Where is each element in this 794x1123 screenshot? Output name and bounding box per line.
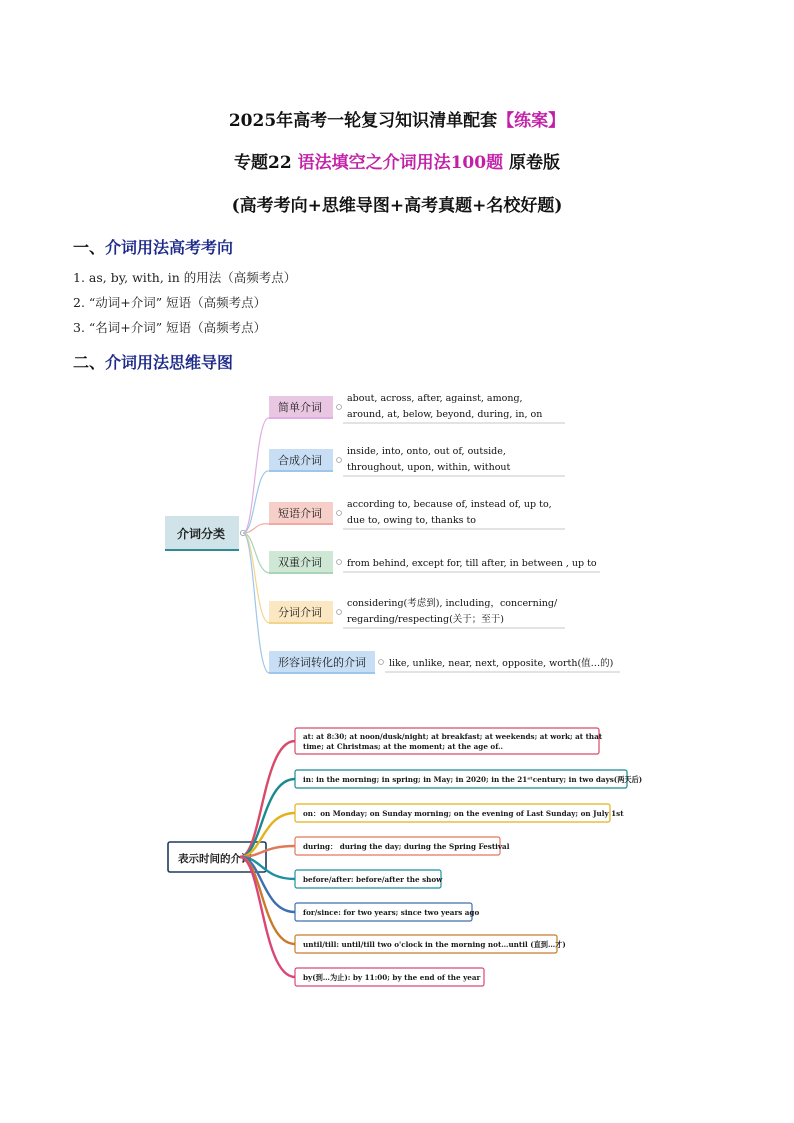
section2-num: 二、 — [73, 353, 106, 372]
title-prefix: 2025年高考一轮复习知识清单配套 — [228, 111, 498, 131]
mindmap1-leaf-line2: around, at, below, beyond, during, in, on — [347, 409, 543, 420]
mindmap1-leaf-line1: according to, because of, instead of, up to, — [347, 499, 552, 510]
title-highlight: 【练案】 — [497, 111, 566, 131]
mindmap2-branch-line1: for/since: for two years; since two years ago — [303, 908, 480, 917]
mindmap1-leaf-line2: throughout, upon, within, without — [347, 462, 511, 473]
section1-item-3: 3. “名词+介词” 短语（高频考点） — [73, 320, 267, 335]
mindmap2-connector — [240, 741, 295, 857]
mindmap2-branch-line1: until/till: until/till two o'clock in the morning not…until (直到…才) — [303, 940, 566, 949]
mindmap2-branch-line1: before/after: before/after the show — [303, 875, 443, 884]
section1-num: 一、 — [73, 238, 106, 257]
mindmap2-branch-line1: on：on Monday; on Sunday morning; on the evening of Last Sunday; on July 1st — [303, 809, 624, 818]
mindmap1-collapse-icon — [337, 458, 342, 463]
mindmap1-collapse-icon — [337, 511, 342, 516]
mindmap1-leaf-line1: like, unlike, near, next, opposite, worth(值…的) — [389, 658, 614, 669]
mindmap2-branch-line1: in: in the morning; in spring; in May; in 2020; in the 21ˢᵗcentury; in two days(两天后) — [303, 775, 643, 784]
mindmap1-connector — [243, 418, 269, 533]
mindmap2-branch-line1: at: at 8:30; at noon/dusk/night; at breakfast; at weekends; at work; at that — [303, 732, 603, 741]
section2-title: 介词用法思维导图 — [105, 353, 234, 372]
mindmap1-collapse-icon — [337, 560, 342, 565]
mindmap1-branch-label: 合成介词 — [278, 454, 322, 467]
mindmap2-branch-line1: during： during the day; during the Spring Festival — [303, 842, 510, 851]
mindmap2-branch-line1: by(到…为止): by 11:00; by the end of the year — [303, 973, 481, 982]
mindmap1-branch-label: 短语介词 — [278, 507, 322, 520]
mindmap1-root-label: 介词分类 — [177, 527, 226, 541]
mindmap1-leaf-line1: inside, into, onto, out of, outside, — [347, 446, 506, 457]
section1-item-2: 2. “动词+介词” 短语（高频考点） — [73, 295, 267, 310]
mindmap1-collapse-icon — [379, 660, 384, 665]
mindmap1-leaf-line1: from behind, except for, till after, in between , up to — [347, 558, 597, 569]
mindmap1-leaf-line2: regarding/respecting(关于；至于) — [347, 614, 505, 625]
mindmap2-connector — [240, 857, 295, 977]
mindmap2-branch-line2: time; at Christmas; at the moment; at the age of.. — [303, 742, 504, 751]
mindmap1-collapse-icon — [337, 405, 342, 410]
mindmap1-branch-label: 形容词转化的介词 — [278, 656, 366, 669]
mindmap1-leaf-line1: about, across, after, against, among, — [347, 393, 523, 404]
section1-item-1: 1. as, by, with, in 的用法（高频考点） — [73, 270, 297, 285]
doc-title-line3: (高考考向+思维导图+高考真题+名校好题) — [231, 196, 563, 216]
title2-highlight: 语法填空之介词用法100题 — [297, 153, 504, 173]
mindmap1-leaf-line2: due to, owing to, thanks to — [347, 515, 477, 526]
title2-suffix: 原卷版 — [503, 153, 560, 173]
section1-title: 介词用法高考考向 — [105, 238, 234, 257]
mindmap1-collapse-icon — [337, 610, 342, 615]
mindmap1-branch-label: 分词介词 — [278, 606, 322, 619]
mindmap1-branch-label: 双重介词 — [278, 556, 322, 569]
mindmap1-leaf-line1: considering(考虑到), including，concerning/ — [347, 598, 558, 609]
mindmap2-root-label: 表示时间的介词 — [178, 853, 252, 865]
mindmap1-branch-label: 简单介词 — [278, 401, 322, 414]
title2-prefix: 专题22 — [234, 153, 298, 173]
